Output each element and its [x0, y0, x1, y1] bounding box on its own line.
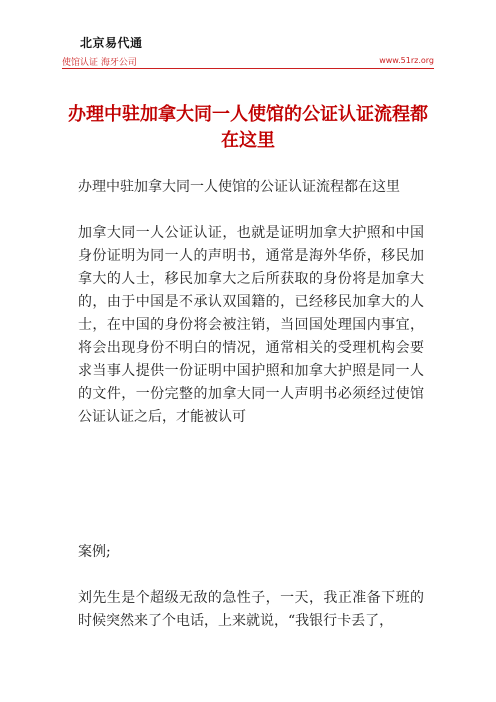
page-header — [62, 34, 434, 69]
body-paragraph: 加拿大同一人公证认证，也就是证明加拿大护照和中国身份证明为同一人的声明书，通常是海外华侨，移民加拿大的人士，移民加拿大之后所获取的身份将是加拿大的，由于中国是不承认双国籍的，已经移民加拿大的人士，在中国的身份将会被注销，当回国处理国内事宜，将会出现身份不明白的情况，通常相关的受理机构会要求当事人提供一份证明中国护照和加拿大护照是同一人的文件，一份完整的加拿大同一人声明书必须经过使馆公证认证之后，才能被认可 — [78, 225, 424, 425]
case-paragraph: 刘先生是个超级无敌的急性子，一天，我正准备下班的时候突然来了个电话，上来就说，“我银行卡丢了， — [78, 590, 424, 629]
header-sub-row — [62, 55, 434, 69]
header-divider — [62, 68, 434, 69]
document-subtitle: 办理中驻加拿大同一人使馆的公证认证流程都在这里 — [78, 179, 400, 195]
document-body — [78, 176, 424, 633]
brand-name: 北京易代通 — [80, 36, 143, 50]
brand-tagline: 使馆认证 海牙公司 — [62, 58, 137, 68]
document-title: 办理中驻加拿大同一人使馆的公证认证流程都在这里 — [68, 104, 428, 151]
website-link[interactable]: www.51rz.org — [379, 56, 434, 65]
case-label: 案例; — [78, 544, 111, 560]
